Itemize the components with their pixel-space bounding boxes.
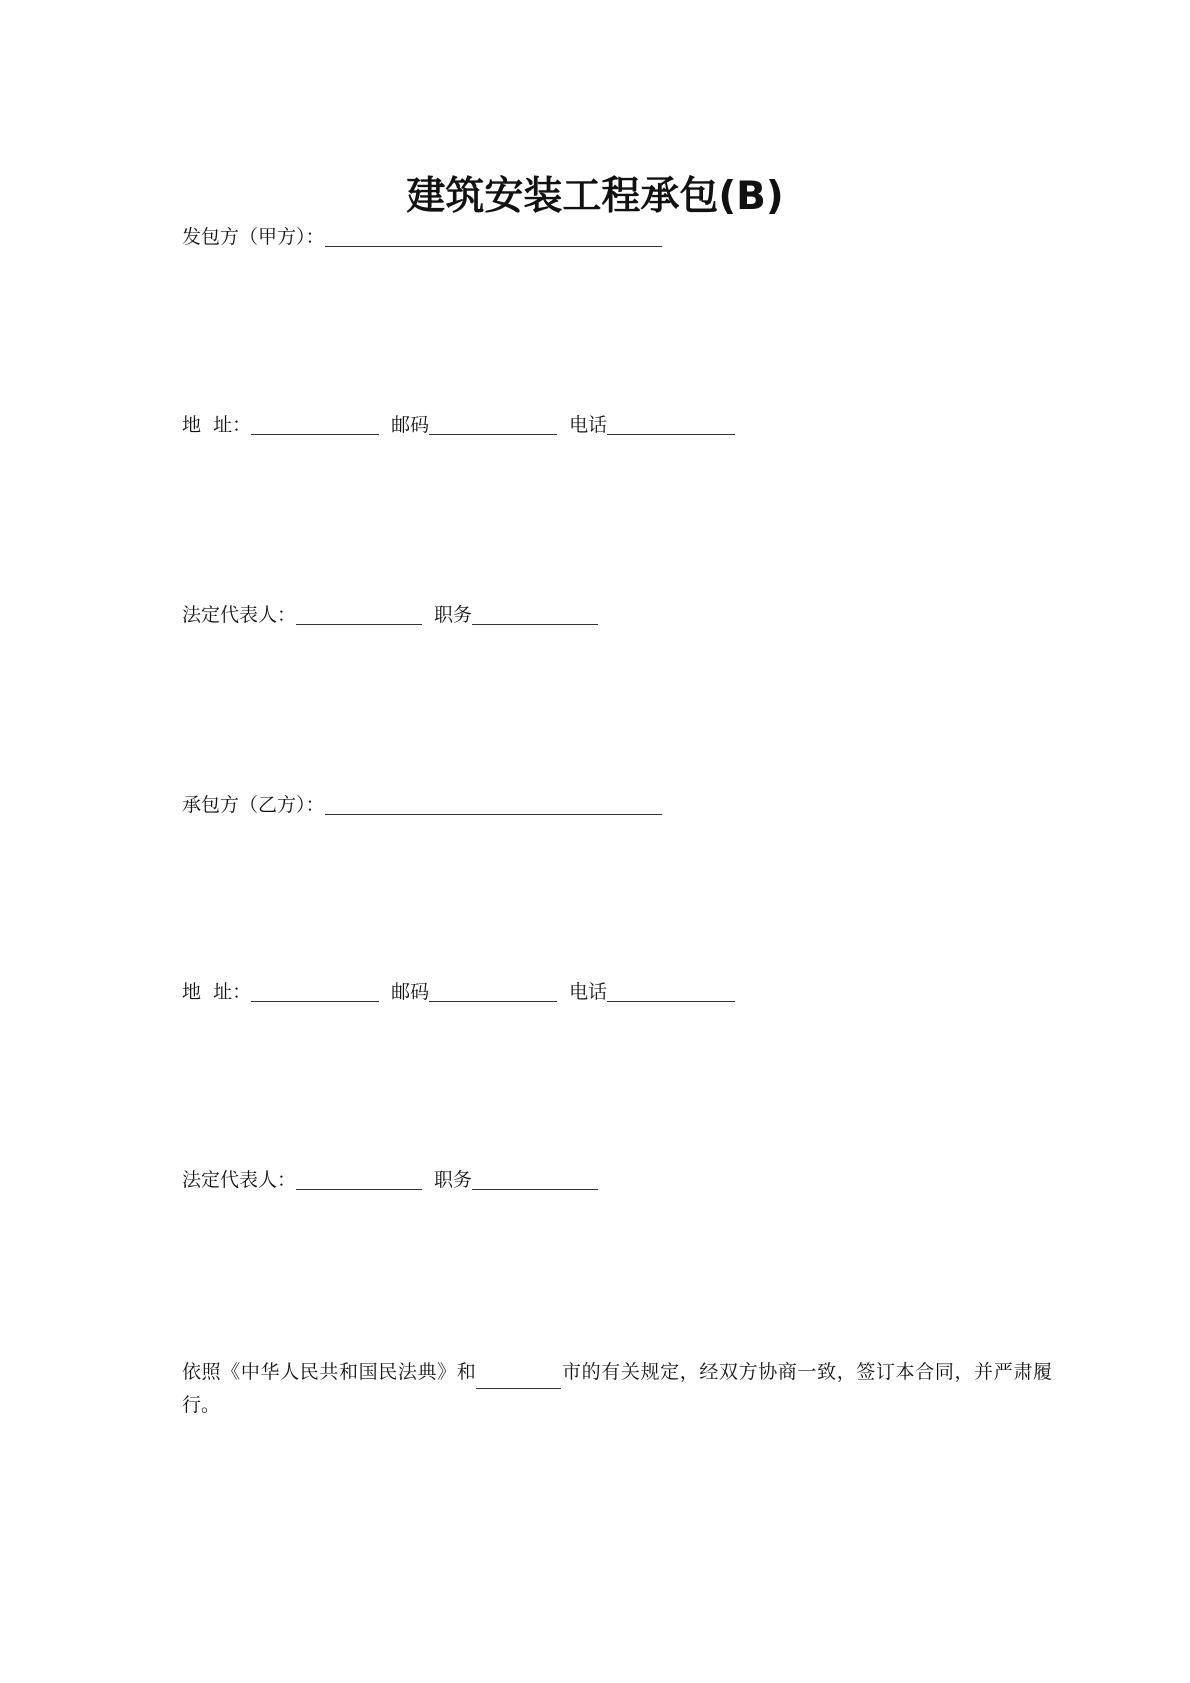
document-title: 建筑安装工程承包(B) xyxy=(406,174,784,219)
phone-label: 电话 xyxy=(569,981,608,1003)
postcode-label: 邮码 xyxy=(391,414,430,436)
city-blank[interactable] xyxy=(476,1370,561,1389)
address-blank[interactable] xyxy=(251,416,379,435)
postcode-label: 邮码 xyxy=(391,981,430,1003)
position-blank[interactable] xyxy=(472,1171,598,1190)
party-b-label: 承包方（乙方）： xyxy=(182,794,325,816)
phone-label: 电话 xyxy=(569,414,608,436)
position-label: 职务 xyxy=(434,1169,473,1191)
legal-rep-blank[interactable] xyxy=(296,1171,422,1190)
address-blank[interactable] xyxy=(251,983,379,1002)
preamble-paragraph xyxy=(182,1356,1052,1422)
legal-rep-blank[interactable] xyxy=(296,606,422,625)
phone-blank[interactable] xyxy=(607,416,735,435)
legal-rep-label: 法定代表人： xyxy=(182,1169,297,1191)
party-b-address-row xyxy=(182,982,735,1002)
postcode-blank[interactable] xyxy=(429,416,557,435)
address-label: 地 址： xyxy=(182,981,252,1003)
address-label: 地 址： xyxy=(182,414,252,436)
party-a-name-blank[interactable] xyxy=(325,228,662,247)
postcode-blank[interactable] xyxy=(429,983,557,1002)
phone-blank[interactable] xyxy=(607,983,735,1002)
party-b-legal-rep-row xyxy=(182,1170,598,1190)
legal-rep-label: 法定代表人： xyxy=(182,604,297,626)
party-b-name-blank[interactable] xyxy=(325,796,662,815)
party-a-legal-rep-row xyxy=(182,605,598,625)
position-label: 职务 xyxy=(434,604,473,626)
preamble-text-end: 市的有关规定，经双方协商一致，签订本合同，并严肃履行。 xyxy=(182,1361,1052,1416)
preamble-text-start: 依照《中华人民共和国民法典》和 xyxy=(182,1361,477,1383)
position-blank[interactable] xyxy=(472,606,598,625)
party-a-label: 发包方（甲方）： xyxy=(182,226,325,248)
party-a-address-row xyxy=(182,415,735,435)
party-b-row xyxy=(182,795,662,815)
party-a-row xyxy=(182,227,662,247)
